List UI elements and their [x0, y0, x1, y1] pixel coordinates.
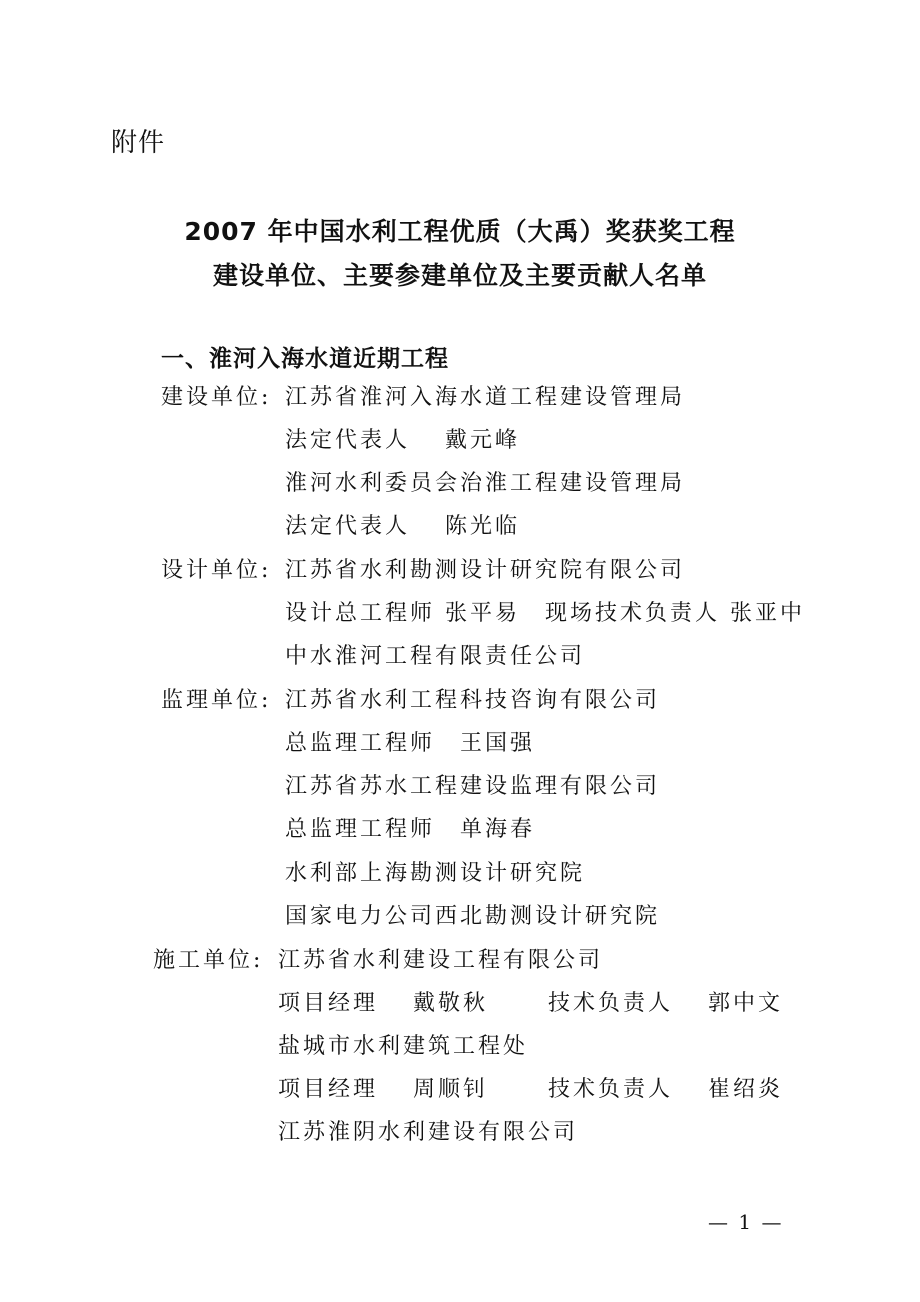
- section-heading: 一、淮河入海水道近期工程: [161, 346, 449, 372]
- builder-unit-line: 项目经理 戴敬秋 技术负责人 郭中文: [278, 991, 783, 1016]
- supervision-unit-line: 总监理工程师 王国强: [285, 731, 536, 756]
- design-unit-label: 设计单位:: [161, 558, 272, 583]
- design-unit-line: 江苏省水利勘测设计研究院有限公司: [285, 558, 686, 583]
- construction-unit-line: 法定代表人 陈光临: [285, 514, 520, 539]
- construction-unit-line: 法定代表人 戴元峰: [285, 428, 520, 453]
- builder-unit-line: 盐城市水利建筑工程处: [278, 1034, 529, 1059]
- construction-unit-label: 建设单位:: [161, 385, 272, 410]
- construction-unit-line: 淮河水利委员会治淮工程建设管理局: [285, 471, 686, 496]
- builder-unit-line: 江苏淮阴水利建设有限公司: [278, 1120, 579, 1145]
- page-number: — 1 —: [708, 1210, 784, 1234]
- builder-unit-line: 江苏省水利建设工程有限公司: [278, 948, 604, 973]
- supervision-unit-line: 总监理工程师 单海春: [285, 817, 536, 842]
- builder-unit-line: 项目经理 周顺钊 技术负责人 崔绍炎: [278, 1077, 783, 1102]
- supervision-unit-line: 水利部上海勘测设计研究院: [285, 861, 586, 886]
- builder-unit-label: 施工单位:: [153, 948, 264, 973]
- design-unit-line: 中水淮河工程有限责任公司: [285, 644, 586, 669]
- design-unit-line: 设计总工程师 张平易 现场技术负责人 张亚中: [285, 601, 805, 626]
- document-title-line-1: 2007 年中国水利工程优质（大禹）奖获奖工程: [184, 217, 736, 246]
- attachment-label: 附件: [111, 128, 166, 158]
- supervision-unit-line: 江苏省水利工程科技咨询有限公司: [285, 688, 661, 713]
- supervision-unit-line: 国家电力公司西北勘测设计研究院: [285, 904, 661, 929]
- construction-unit-line: 江苏省淮河入海水道工程建设管理局: [285, 385, 686, 410]
- supervision-unit-label: 监理单位:: [161, 688, 272, 713]
- document-title-line-2: 建设单位、主要参建单位及主要贡献人名单: [212, 261, 707, 290]
- supervision-unit-line: 江苏省苏水工程建设监理有限公司: [285, 774, 661, 799]
